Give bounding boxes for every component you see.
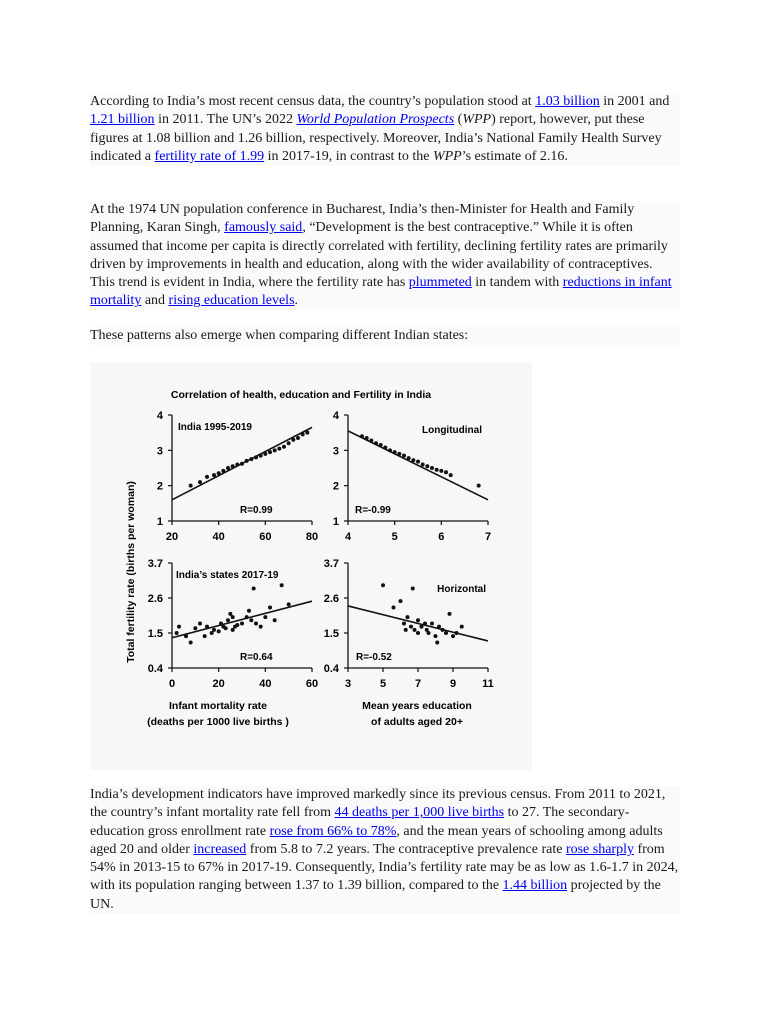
br-data-point [413, 628, 417, 632]
br-data-point [392, 606, 396, 610]
x-label-left-1: Infant mortality rate [168, 700, 268, 712]
bl-data-point [189, 641, 193, 645]
link-rising-education-levels[interactable]: rising education levels [168, 293, 295, 309]
text: ) report, however, put these figures at 1.08 billion and 1.26 billion, respectively. Moreover, India’s National Family Health Survey indicated a [90, 112, 662, 164]
text: These patterns also emerge when comparing different Indian states: [90, 328, 469, 343]
tr-data-point [402, 454, 406, 458]
tl-data-point [217, 471, 221, 475]
tl-x-tick-label: 20 [165, 531, 179, 543]
br-data-point [427, 631, 431, 635]
bl-data-point [235, 623, 239, 627]
bl-data-point [259, 625, 263, 629]
link-famously-said[interactable]: famously said [224, 220, 303, 236]
bl-y-tick-label: 3.7 [147, 558, 163, 570]
bl-data-point [254, 621, 258, 625]
bl-x-tick-label: 60 [305, 678, 319, 690]
text: . [294, 293, 299, 309]
br-data-point [406, 615, 410, 619]
link-1-03-billion[interactable]: 1.03 billion [535, 94, 600, 109]
tr-x-tick-label: 5 [391, 531, 398, 543]
bl-data-point [226, 618, 230, 622]
br-data-point [441, 628, 445, 632]
tr-data-point [444, 470, 448, 474]
br-data-point [411, 586, 415, 590]
tl-data-point [189, 484, 193, 488]
text: from 54% in 2013-15 to 67% in 2017-19. Consequently, India’s fertility rate may be as low as 1.6-1.7 in 2024, with its population ranging between 1.37 to 1.39 billion, compared to the [90, 841, 679, 894]
tr-data-point [477, 484, 481, 488]
bl-data-point [252, 586, 256, 590]
tr-data-point [430, 466, 434, 470]
tr-fit-line [348, 431, 488, 500]
tl-data-point [235, 462, 239, 466]
tl-data-point [231, 464, 235, 468]
chart-svg [90, 362, 532, 770]
tr-data-point [365, 436, 369, 440]
wpp-italic: WPP [462, 112, 492, 128]
bl-panel-label: India’s states 2017-19 [176, 570, 279, 581]
tl-x-tick-label: 60 [259, 531, 272, 543]
bl-data-point [249, 618, 253, 622]
x-label-right-1: Mean years education [362, 700, 472, 712]
bl-data-point [210, 631, 214, 635]
x-label-right-2: of adults aged 20+ [371, 716, 463, 728]
br-x-tick-label: 5 [379, 678, 387, 690]
text: ( [454, 112, 463, 128]
br-data-point [451, 634, 455, 638]
bl-data-point [212, 628, 216, 632]
br-data-point [448, 612, 452, 616]
br-data-point [455, 631, 459, 635]
tl-data-point [305, 431, 309, 435]
tr-data-point [388, 448, 392, 452]
tl-data-point [226, 466, 230, 470]
br-x-tick-label: 9 [449, 678, 457, 690]
br-data-point [434, 634, 438, 638]
bl-data-point [177, 625, 181, 629]
bl-data-point [193, 626, 197, 630]
tl-panel-label: India 1995-2019 [178, 422, 252, 433]
br-x-tick-label: 3 [344, 678, 352, 690]
br-data-point [444, 631, 448, 635]
bl-data-point [273, 618, 277, 622]
tl-data-point [205, 475, 209, 479]
tl-r-label: R=0.99 [240, 505, 273, 516]
tl-data-point [277, 447, 281, 451]
link-rose-from-66-to-78[interactable]: rose from 66% to 78% [269, 823, 397, 839]
bl-data-point [263, 615, 267, 619]
bl-y-tick-label: 2.6 [147, 593, 163, 605]
bl-data-point [217, 629, 221, 633]
tr-data-point [411, 458, 415, 462]
tl-data-point [268, 450, 272, 454]
bl-data-point [287, 602, 291, 606]
br-data-point [409, 625, 413, 629]
link-1-21-billion[interactable]: 1.21 billion [90, 112, 155, 128]
bl-data-point [268, 606, 272, 610]
bl-data-point [224, 626, 228, 630]
br-data-point [435, 641, 439, 645]
bl-y-tick-label: 1.5 [147, 628, 163, 640]
tl-data-point [212, 473, 216, 477]
bl-data-point [280, 583, 284, 587]
br-y-tick-label: 1.5 [323, 628, 339, 640]
tl-data-point [249, 457, 253, 461]
link-1-44-billion[interactable]: 1.44 billion [502, 878, 568, 894]
br-y-tick-label: 3.7 [323, 558, 339, 570]
bl-x-tick-label: 20 [212, 678, 225, 690]
tl-data-point [291, 438, 295, 442]
bl-data-point [247, 609, 251, 613]
tl-data-point [263, 452, 267, 456]
tr-data-point [435, 468, 439, 472]
tl-data-point [245, 459, 249, 463]
tl-x-tick-label: 40 [212, 531, 225, 543]
fertility-correlation-chart [90, 362, 532, 770]
link-rose-sharply[interactable]: rose sharply [565, 841, 634, 857]
text: At the 1974 UN population conference in Bucharest, India’s then-Minister for Health and Family Planning, Karan Singh, [90, 202, 635, 236]
br-data-point [420, 625, 424, 629]
tl-data-point [287, 441, 291, 445]
tr-data-point [397, 452, 401, 456]
paragraph-census [90, 93, 680, 166]
bl-data-point [240, 621, 244, 625]
br-data-point [423, 621, 427, 625]
br-x-tick-label: 11 [482, 678, 494, 690]
tr-data-point [439, 469, 443, 473]
tr-data-point [421, 462, 425, 466]
bl-fit-line [172, 601, 312, 638]
br-fit-line [348, 606, 488, 641]
bl-x-tick-label: 0 [168, 678, 176, 690]
bl-r-label: R=0.64 [240, 652, 273, 663]
tl-data-point [273, 448, 277, 452]
link-world-population-prospects[interactable] [297, 112, 455, 127]
text: and [141, 293, 169, 309]
tr-data-point [425, 464, 429, 468]
x-label-left-2: (deaths per 1000 live births ) [147, 716, 289, 728]
wpp-italic: WPP [432, 148, 462, 164]
y-axis-label: Total fertility rate (births per woman) [125, 481, 137, 663]
br-panel-label: Horizontal [437, 584, 486, 595]
link-text: World Population Prospects [296, 112, 455, 128]
text: in tandem with [471, 275, 563, 291]
text: ’s estimate of 2.16. [461, 148, 568, 164]
bl-x-tick-label: 40 [259, 678, 272, 690]
text: India’s development indicators have improved markedly since its previous census. From 2011 to 2021, the country’s infant mortality rate fell from [90, 787, 666, 821]
tl-y-tick-label: 4 [156, 410, 163, 422]
br-data-point [430, 621, 434, 625]
tr-data-point [416, 460, 420, 464]
bl-data-point [184, 634, 188, 638]
link-fertility-rate[interactable]: fertility rate of 1.99 [154, 148, 265, 164]
bl-data-point [219, 621, 223, 625]
tl-y-tick-label: 1 [156, 516, 163, 528]
br-data-point [404, 628, 408, 632]
br-data-point [381, 583, 385, 587]
text: in 2017-19, in contrast to the [264, 148, 433, 164]
bl-data-point [231, 628, 235, 632]
bl-data-point [231, 615, 235, 619]
tr-x-tick-label: 7 [484, 531, 492, 543]
br-data-point [402, 621, 406, 625]
text: to 27. The secondary-education gross enrollment rate [90, 805, 630, 839]
text: , “Development is the best contraceptive.” While it is often assumed that income per capita is directly correlated with fertility, declining fertility rates are primarily driven by improvements in health and education, along with the wider availability of contraceptives. This trend is evident in India, where the fertility rate has [90, 220, 668, 291]
tr-y-tick-label: 2 [332, 480, 339, 493]
bl-data-point [198, 621, 202, 625]
br-data-point [399, 599, 403, 603]
br-data-point [460, 625, 464, 629]
tr-data-point [449, 473, 453, 477]
tr-data-point [360, 434, 364, 438]
text: from 5.8 to 7.2 years. The contraceptive prevalence rate [246, 841, 566, 857]
bl-data-point [205, 625, 209, 629]
bl-data-point [175, 631, 179, 635]
tr-y-tick-label: 1 [332, 516, 339, 528]
chart-title: Correlation of health, education and Fertility in India [170, 389, 432, 401]
tl-data-point [282, 445, 286, 449]
br-x-tick-label: 7 [414, 678, 422, 690]
tr-r-label: R=-0.99 [355, 505, 391, 516]
link-44-deaths[interactable]: 44 deaths per 1,000 live births [334, 805, 505, 821]
br-data-point [416, 618, 420, 622]
tr-x-tick-label: 6 [438, 531, 445, 543]
text: in 2011. The UN’s 2022 [154, 112, 297, 128]
tr-data-point [383, 446, 387, 450]
tr-panel-label: Longitudinal [422, 425, 482, 436]
bl-data-point [245, 615, 249, 619]
tl-y-tick-label: 2 [156, 480, 163, 493]
text: projected by the UN. [90, 878, 661, 912]
tl-data-point [296, 436, 300, 440]
tr-data-point [374, 441, 378, 445]
br-data-point [416, 631, 420, 635]
tr-data-point [369, 438, 373, 442]
tl-y-tick-label: 3 [156, 445, 163, 458]
tr-data-point [379, 443, 383, 447]
tl-data-point [254, 455, 258, 459]
link-reductions-infant-mortality[interactable]: reductions in infant mortality [90, 275, 672, 309]
text: , and the mean years of schooling among adults aged 20 and older [90, 823, 663, 857]
tr-x-tick-label: 4 [344, 531, 352, 543]
br-data-point [437, 625, 441, 629]
tr-y-tick-label: 4 [332, 410, 339, 422]
tr-y-tick-label: 3 [332, 445, 339, 458]
bl-data-point [228, 612, 232, 616]
br-y-tick-label: 2.6 [323, 593, 339, 605]
tr-data-point [393, 450, 397, 454]
paragraph-indicators [90, 786, 680, 914]
tl-x-tick-label: 80 [305, 531, 319, 543]
tl-data-point [301, 432, 305, 436]
br-r-label: R=-0.52 [356, 652, 392, 663]
text: in 2001 and [599, 94, 670, 109]
bl-y-tick-label: 0.4 [147, 663, 163, 675]
tl-data-point [198, 480, 202, 484]
tl-data-point [240, 462, 244, 466]
tl-data-point [221, 469, 225, 473]
link-plummeted[interactable]: plummeted [408, 275, 472, 291]
tr-data-point [407, 456, 411, 460]
tl-data-point [259, 454, 263, 458]
paragraph-patterns [90, 327, 680, 345]
bl-data-point [203, 634, 207, 638]
paragraph-development [90, 201, 680, 311]
br-y-tick-label: 0.4 [323, 663, 339, 675]
link-increased[interactable]: increased [193, 841, 247, 857]
text: According to India’s most recent census data, the country’s population stood at [90, 94, 536, 109]
